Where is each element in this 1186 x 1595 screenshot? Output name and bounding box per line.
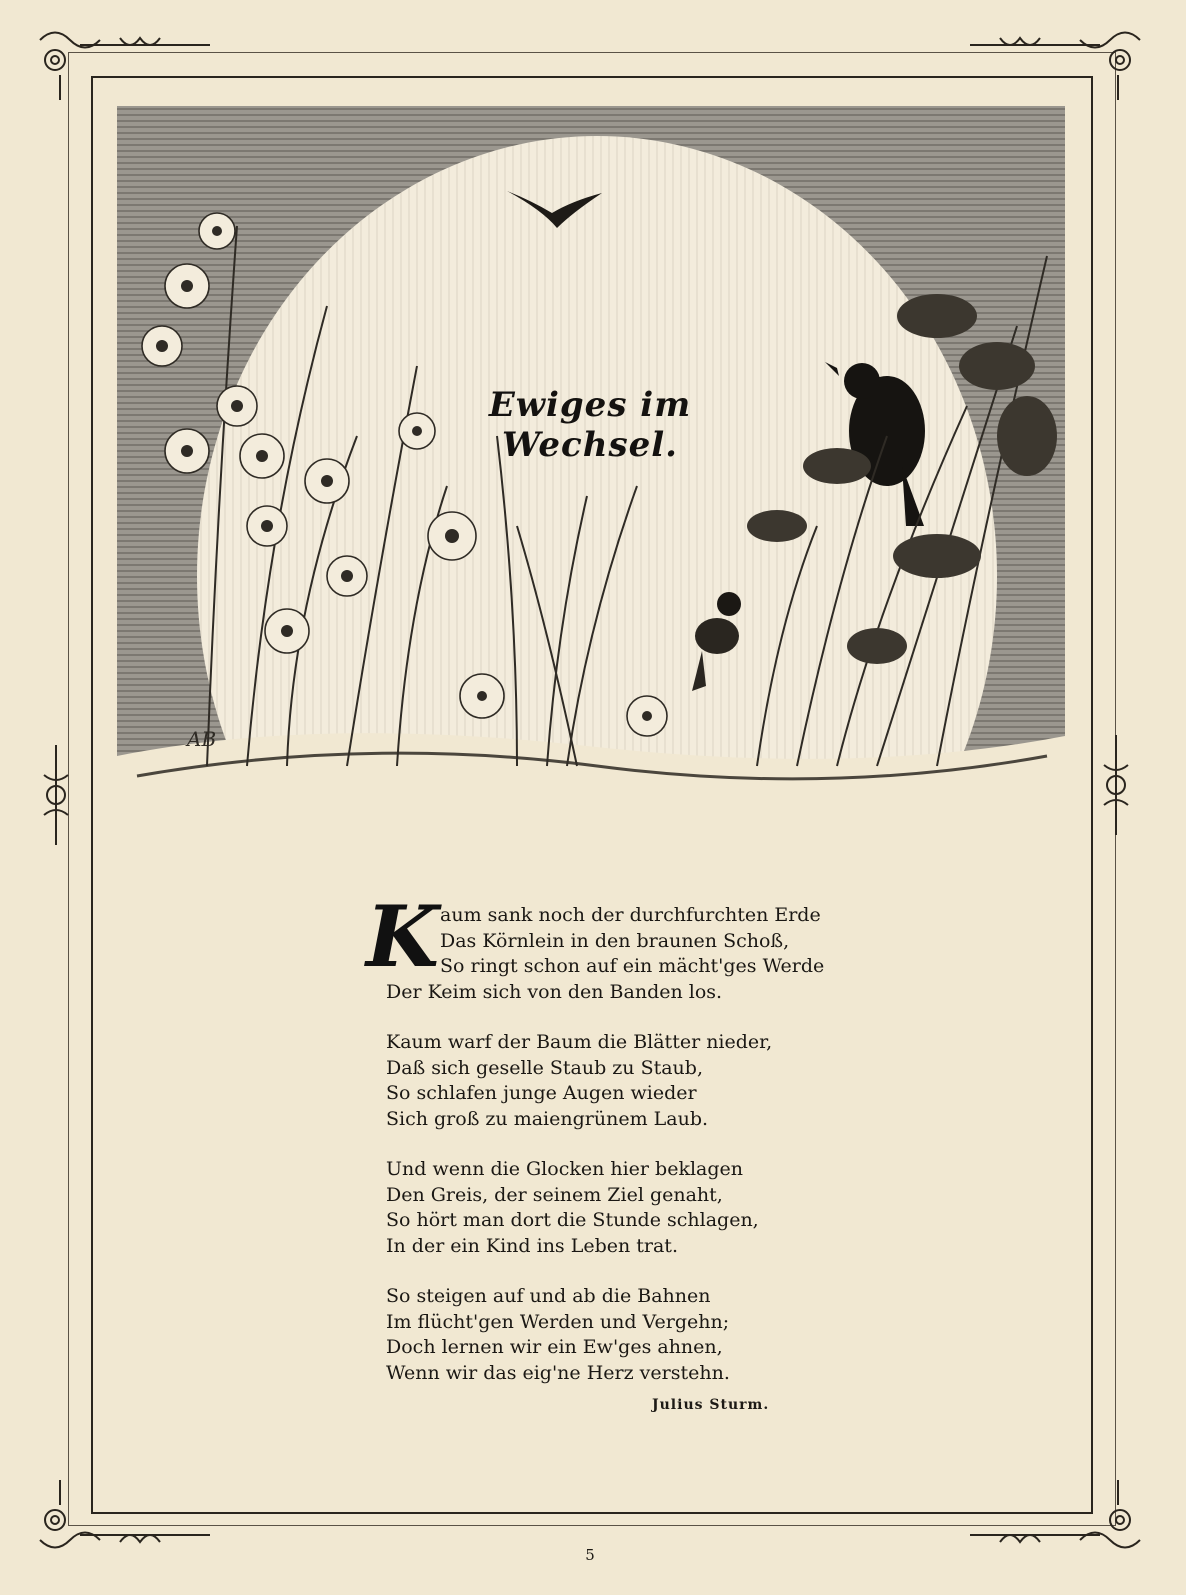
side-ornament-right	[1096, 735, 1136, 835]
stanza-3	[386, 1157, 866, 1259]
poem-line: So schlafen junge Augen wieder	[386, 1082, 697, 1104]
engraving-illustration	[117, 106, 1065, 836]
corner-ornament-top-left	[30, 20, 220, 100]
poem-title: Ewiges im Wechsel.	[488, 385, 692, 465]
poem-body	[366, 887, 866, 1411]
poem-line: In der ein Kind ins Leben trat.	[386, 1234, 678, 1257]
poem-line: aum sank noch der durchfurchten Erde	[440, 904, 821, 926]
stanza-2	[386, 1030, 866, 1132]
corner-ornament-bottom-left	[30, 1480, 220, 1560]
engraver-signature: AB	[187, 727, 217, 751]
poem-line: So hört man dort die Stunde schlagen,	[386, 1209, 759, 1231]
poem-author: Julius Sturm.	[652, 1397, 770, 1413]
drop-cap: K	[366, 887, 440, 986]
poem-line: Wenn wir das eig'ne Herz verstehn.	[386, 1361, 730, 1384]
poem-line: Kaum warf der Baum die Blätter nieder,	[386, 1031, 773, 1053]
stanza-1	[366, 887, 866, 1005]
corner-ornament-top-right	[960, 20, 1150, 100]
poem-line: Daß sich geselle Staub zu Staub,	[386, 1056, 703, 1079]
poem-line: So ringt schon auf ein mächt'ges Werde	[440, 955, 825, 977]
poem-line: Den Greis, der seinem Ziel genaht,	[386, 1183, 723, 1206]
side-ornament-left	[36, 745, 76, 845]
poem-line: Sich groß zu maiengrünem Laub.	[386, 1107, 709, 1130]
poem-line: Und wenn die Glocken hier beklagen	[386, 1158, 744, 1180]
poem-line: Der Keim sich von den Banden los.	[386, 980, 723, 1003]
page-number: 5	[585, 1546, 595, 1564]
corner-ornament-bottom-right	[960, 1480, 1150, 1560]
poem-line: Im flücht'gen Werden und Vergehn;	[386, 1310, 730, 1333]
poem-line: So steigen auf und ab die Bahnen	[386, 1285, 711, 1307]
poem-line: Doch lernen wir ein Ew'ges ahnen,	[386, 1336, 723, 1358]
poem-line: Das Körnlein in den braunen Schoß,	[440, 929, 790, 952]
stanza-4	[386, 1284, 866, 1386]
